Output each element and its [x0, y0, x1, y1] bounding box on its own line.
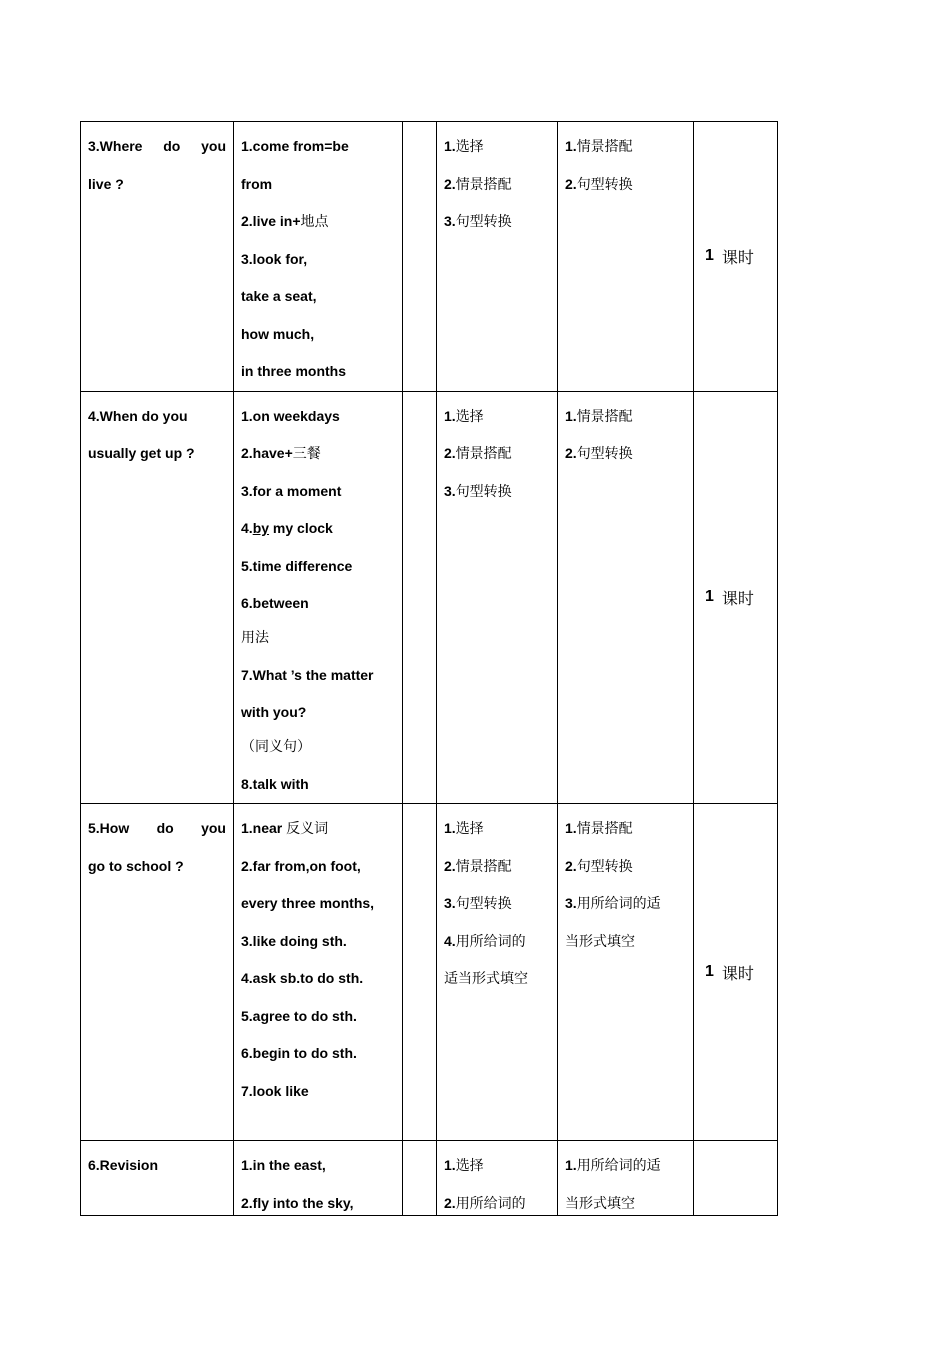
list-item: 2.情景搭配 — [444, 445, 512, 461]
list-item: 5.agree to do sth. — [241, 1007, 357, 1024]
lesson-title: 6.Revision — [88, 1157, 159, 1173]
list-item: 3.句型转换 — [444, 213, 512, 229]
list-item: 2.情景搭配 — [444, 175, 512, 192]
list-item: 2.far from,on foot, — [241, 857, 361, 874]
list-item: 3.for a moment — [241, 482, 342, 499]
list-item-note: 用法 — [241, 628, 269, 645]
list-item: 3.look for, — [241, 250, 308, 267]
list-item: 3.句型转换 — [444, 895, 512, 911]
list-item: 2.用所给词的 — [444, 1194, 526, 1211]
list-item: 2.句型转换 — [565, 175, 633, 192]
list-item: 1.选择 — [444, 407, 484, 424]
list-item: 1.用所给词的适 — [565, 1157, 661, 1173]
class-hours: 1 课时 — [705, 963, 754, 983]
table-row — [81, 1141, 778, 1216]
lesson-title: 4.When do you — [88, 407, 188, 424]
list-item: 3.句型转换 — [444, 482, 512, 499]
list-item: 4.by my clock — [241, 520, 333, 536]
table-row — [81, 391, 778, 804]
lesson-title: go to school ? — [88, 857, 184, 874]
list-item: 2.have+三餐 — [241, 445, 321, 461]
list-item: 6.begin to do sth. — [241, 1045, 357, 1061]
list-item: 1.情景搭配 — [565, 138, 633, 154]
exercise-cell — [437, 1141, 558, 1216]
list-item: 2.情景搭配 — [444, 857, 512, 874]
list-item: 1.on weekdays — [241, 407, 340, 424]
homework-cell — [558, 122, 694, 392]
list-item: 2.句型转换 — [565, 857, 633, 874]
list-item: how much, — [241, 325, 315, 342]
list-item: 2.句型转换 — [565, 445, 633, 461]
homework-cell — [558, 1141, 694, 1216]
key-points-cell — [234, 804, 403, 1141]
lesson-title-cell — [81, 122, 234, 392]
list-item: 1.in the east, — [241, 1157, 326, 1173]
hours-cell — [694, 1141, 778, 1216]
list-item: 1.情景搭配 — [565, 820, 633, 836]
list-item: 6.between — [241, 595, 309, 611]
list-item: take a seat, — [241, 288, 317, 304]
empty-cell — [403, 122, 437, 392]
list-item: 适当形式填空 — [444, 970, 528, 986]
list-item-note: （同义句） — [241, 737, 311, 754]
list-item: 1.选择 — [444, 1157, 484, 1173]
list-item: with you? — [241, 704, 307, 720]
list-item: 4.ask sb.to do sth. — [241, 970, 364, 986]
empty-cell — [403, 804, 437, 1141]
table-row — [81, 122, 778, 392]
lesson-title-cell — [81, 391, 234, 804]
list-item: from — [241, 175, 273, 192]
table-row — [81, 804, 778, 1141]
list-item: 8.talk with — [241, 775, 309, 792]
list-item: 1.选择 — [444, 138, 484, 154]
exercise-cell — [437, 391, 558, 804]
list-item: every three months, — [241, 895, 375, 911]
lesson-title: 3.Where do you — [88, 138, 226, 154]
list-item: 4.用所给词的 — [444, 932, 526, 949]
hours-cell — [694, 391, 778, 804]
exercise-cell — [437, 804, 558, 1141]
list-item: 1.come from=be — [241, 138, 349, 154]
homework-cell — [558, 391, 694, 804]
lesson-plan-table — [80, 121, 778, 1216]
empty-cell — [403, 391, 437, 804]
key-points-cell — [234, 1141, 403, 1216]
class-hours: 1 课时 — [705, 247, 754, 267]
list-item: 5.time difference — [241, 557, 353, 574]
list-item: 1.选择 — [444, 820, 484, 836]
list-item: 1.near 反义词 — [241, 820, 329, 836]
homework-cell — [558, 804, 694, 1141]
list-item: 7.look like — [241, 1082, 309, 1099]
list-item: 2.live in+地点 — [241, 213, 329, 229]
list-item: 当形式填空 — [565, 1194, 635, 1211]
lesson-title-cell — [81, 1141, 234, 1216]
list-item: 2.fly into the sky, — [241, 1194, 354, 1211]
hours-cell — [694, 122, 778, 392]
list-item: 3.用所给词的适 — [565, 895, 661, 911]
list-item: 当形式填空 — [565, 932, 635, 949]
list-item: 7.What ’s the matter — [241, 666, 374, 683]
class-hours: 1 课时 — [705, 588, 754, 608]
list-item: 3.like doing sth. — [241, 932, 347, 949]
key-points-cell — [234, 122, 403, 392]
key-points-cell — [234, 391, 403, 804]
hours-cell — [694, 804, 778, 1141]
lesson-title: 5.How do you — [88, 820, 226, 836]
list-item: 1.情景搭配 — [565, 407, 633, 424]
exercise-cell — [437, 122, 558, 392]
lesson-title: live ? — [88, 175, 124, 192]
lesson-title-cell — [81, 804, 234, 1141]
list-item: in three months — [241, 363, 347, 379]
lesson-title: usually get up ? — [88, 445, 195, 461]
empty-cell — [403, 1141, 437, 1216]
